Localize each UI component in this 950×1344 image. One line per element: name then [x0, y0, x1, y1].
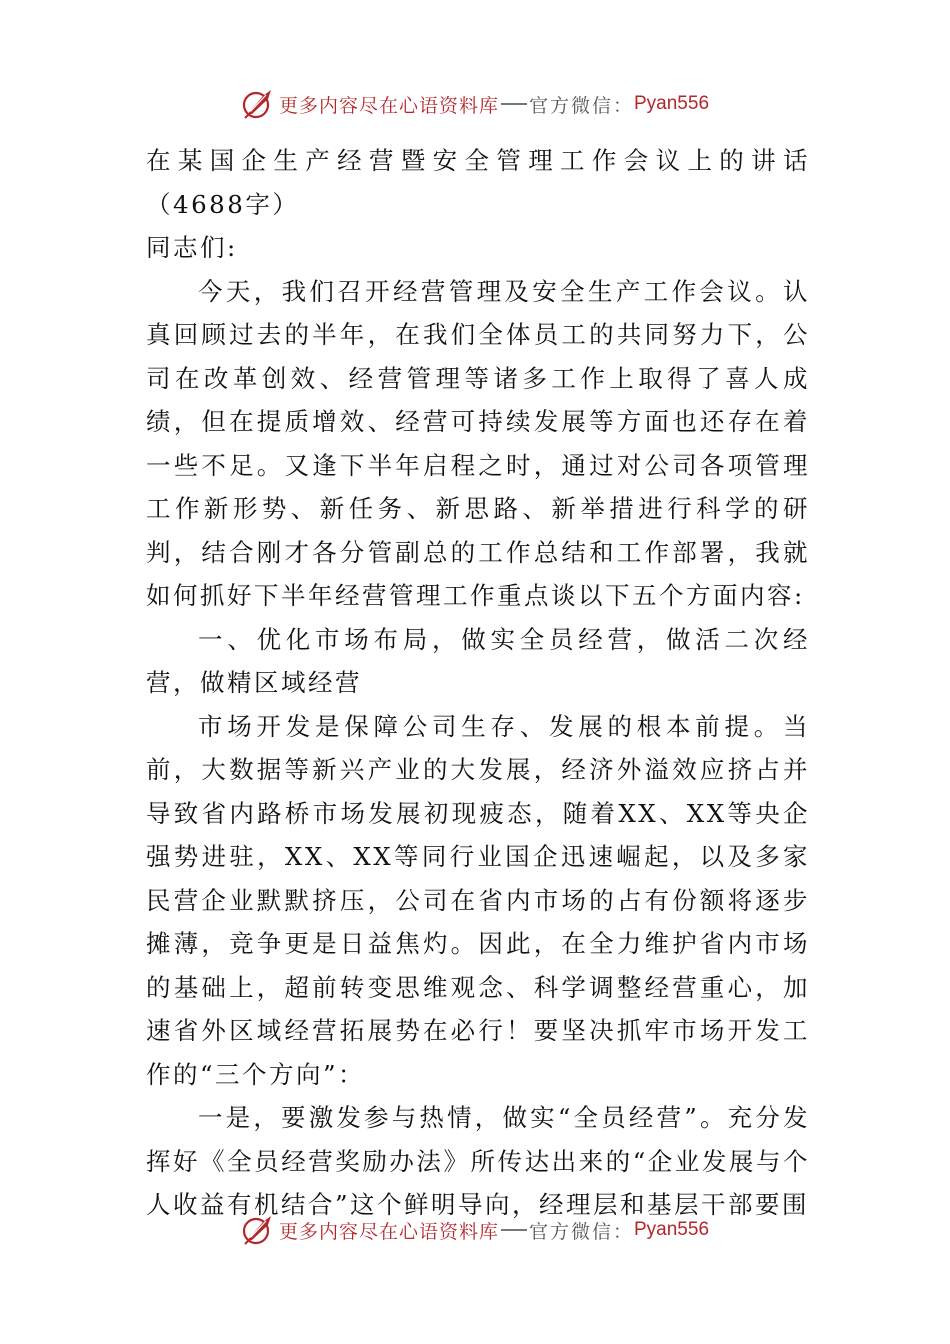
banner-official-label: 官方微信： — [528, 94, 634, 117]
paragraph-intro: 今天，我们召开经营管理及安全生产工作会议。认真回顾过去的半年，在我们全体员工的共同努力下，公司在改革创效、经营管理等诸多工作上取得了喜人成绩，但在提质增效、经营可持续发展等方面也还存在着一些不足。又逢下半年启程之时，通过对公司各项管理工作新形势、新任务、新思路、新举措进行科学的研判，结合刚才各分管副总的工作总结和工作部署，我就如何抓好下半年经营管理工作重点谈以下五个方面内容: — [146, 276, 810, 610]
banner-divider — [501, 1229, 527, 1231]
banner-divider — [501, 103, 527, 105]
document-title: 在某国企生产经营暨安全管理工作会议上的讲话（4688字） — [146, 146, 810, 219]
document-body — [146, 139, 810, 1227]
banner-brand-text: 更多内容尽在心语资料库 — [278, 94, 499, 117]
banner-wechat-id: Pyan556 — [634, 93, 710, 114]
salutation: 同志们: — [146, 233, 238, 262]
quill-pen-logo-icon — [241, 1213, 275, 1247]
section-heading-1: 一、优化市场布局，做实全员经营，做活二次经营，做精区域经营 — [146, 624, 810, 697]
banner-brand-text: 更多内容尽在心语资料库 — [278, 1220, 499, 1243]
banner-official-label: 官方微信： — [528, 1220, 634, 1243]
banner-wechat-id: Pyan556 — [634, 1219, 710, 1240]
paragraph-point-1: 一是，要激发参与热情，做实“全员经营”。充分发挥好《全员经营奖励办法》所传达出来的“企业发展与个人收益有机结合”这个鲜明导向，经理层和基层干部要围 — [146, 1103, 810, 1219]
footer-banner — [0, 1210, 950, 1250]
header-banner — [0, 84, 950, 124]
quill-pen-logo-icon — [241, 87, 275, 121]
paragraph-market: 市场开发是保障公司生存、发展的根本前提。当前，大数据等新兴产业的大发展，经济外溢效应挤占并导致省内路桥市场发展初现疲态，随着XX、XX等央企强势进驻，XX、XX等同行业国企迅速崛起，以及多家民营企业默默挤压，公司在省内市场的占有份额将逐步摊薄，竞争更是日益焦灼。因此，在全力维护省内市场的基础上，超前转变思维观念、科学调整经营重心，加速省外区域经营拓展势在必行！要坚决抓牢市场开发工作的“三个方向”： — [146, 711, 810, 1089]
